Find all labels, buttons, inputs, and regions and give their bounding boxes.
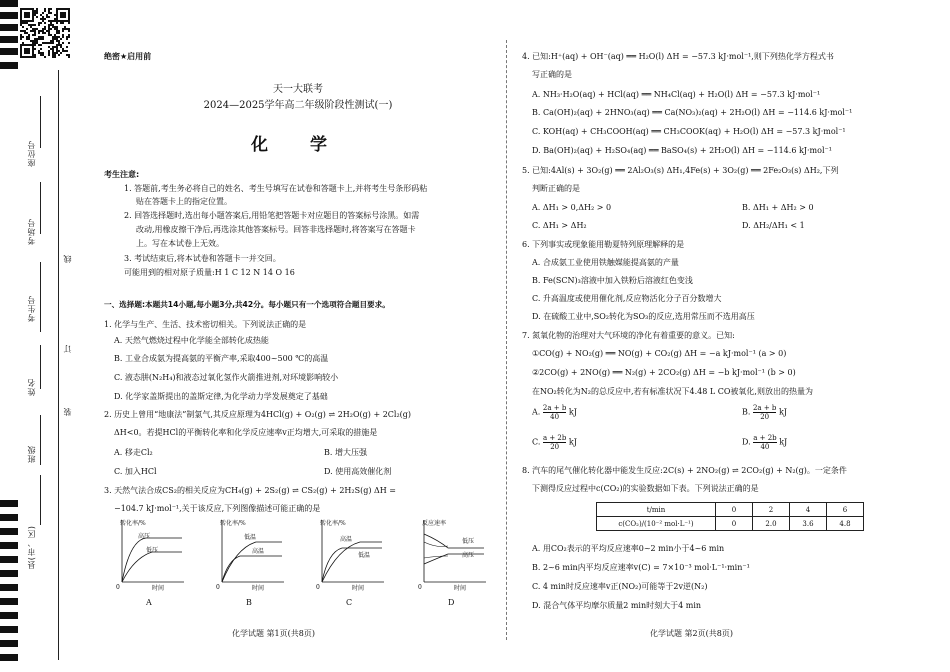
graph-c-label: C xyxy=(346,598,353,607)
q7-a-fraction xyxy=(543,404,566,421)
q7-b-den: 20 xyxy=(760,413,770,421)
graph-b-label: B xyxy=(246,598,252,607)
q5-option-a: A. ΔH₁ > 0,ΔH₂ > 0 xyxy=(532,203,612,212)
q7-a-den: 40 xyxy=(550,413,560,421)
edge-bar xyxy=(0,528,18,535)
q6-option-c: C. 升高温度或使用催化剂,反应物活化分子百分数增大 xyxy=(532,294,722,303)
edge-bar xyxy=(0,24,18,31)
q7-reaction-1: ①CO(g) + NO₂(g) ══ NO(g) + CO₂(g) ΔH = −a kJ·mol⁻¹ (a > 0) xyxy=(532,349,787,358)
cut-mark-line: 线 xyxy=(63,255,72,263)
edge-bar xyxy=(0,598,18,605)
graph-d-xlabel: 时间 xyxy=(454,585,467,592)
table-cell: t/min xyxy=(597,503,716,517)
table-cell: 0 xyxy=(716,503,753,517)
cut-mark-pack: 装 xyxy=(63,408,72,416)
q2-option-a: A. 移走Cl₂ xyxy=(114,448,153,457)
graph-d-ylabel: 反应速率 xyxy=(422,520,447,527)
q1-option-a: A. 天然气燃烧过程中化学能全部转化成热能 xyxy=(114,336,269,345)
q7-c-den: 20 xyxy=(550,443,560,451)
table-row xyxy=(597,503,864,517)
graph-a-origin: 0 xyxy=(116,584,120,591)
label-class: 班级 xyxy=(27,445,36,463)
q7-b-unit: kJ xyxy=(778,407,788,417)
edge-bar xyxy=(0,62,18,69)
q3-stem: 3. 天然气法合成CS₂的相关反应为CH₄(g) + 2S₂(g) ⇌ CS₂(g) + 2H₂S(g) ΔH = xyxy=(104,486,396,495)
edge-bar xyxy=(0,36,18,43)
room-blank xyxy=(40,182,41,234)
q2-stem-cont: ΔH<0。若提HCl的平衡转化率和化学反应速率v正均增大,可采取的措施是 xyxy=(114,428,378,437)
graph-a-curve1: 高压 xyxy=(138,533,151,540)
graph-c-xlabel: 时间 xyxy=(352,585,365,592)
q7-d-den: 40 xyxy=(760,443,770,451)
q7-b-num: 2a + b xyxy=(752,404,777,412)
name-blank xyxy=(40,345,41,389)
graph-c-curve2: 低温 xyxy=(358,552,371,559)
atomic-masses: 可能用到的相对原子质量:H 1 C 12 N 14 O 16 xyxy=(124,268,295,277)
q5-option-b: B. ΔH₁ + ΔH₂ > 0 xyxy=(742,203,814,212)
table-cell: 0 xyxy=(716,517,753,531)
page-footer-2: 化学试题 第2页(共8页) xyxy=(650,629,733,638)
q5-stem: 5. 已知:4Al(s) + 3O₂(g) ══ 2Al₂O₃(s) ΔH₁,4Fe(s) + 3O₂(g) ══ 2Fe₂O₃(s) ΔH₂,下列 xyxy=(522,166,839,175)
q2-option-c: C. 加入HCl xyxy=(114,467,157,476)
q4-option-b: B. Ca(OH)₂(aq) + 2HNO₃(aq) ══ Ca(NO₃)₂(aq) + 2H₂O(l) ΔH = −114.6 kJ·mol⁻¹ xyxy=(532,108,853,117)
graph-b-origin: 0 xyxy=(216,584,220,591)
edge-bar xyxy=(0,612,18,619)
graph-d-label: D xyxy=(448,598,455,607)
q1-option-d: D. 化学家盖斯提出的盖斯定律,为化学动力学发展奠定了基础 xyxy=(114,392,328,401)
page-1 xyxy=(102,0,494,672)
graph-a-ylabel: 转化率/% xyxy=(120,520,146,527)
graph-d-origin: 0 xyxy=(418,584,422,591)
binding-line xyxy=(58,70,59,660)
graph-b-curve1: 低温 xyxy=(244,534,257,541)
q7-option-c xyxy=(532,434,577,451)
page-2 xyxy=(520,0,928,672)
edge-bar xyxy=(0,570,18,577)
q5-option-d: D. ΔH₂/ΔH₁ < 1 xyxy=(742,221,805,230)
edge-bar xyxy=(0,654,18,661)
graph-d-curve1: 低压 xyxy=(462,538,475,545)
q1-option-b: B. 工业合成氨为提高氨的平衡产率,采取400~500 ℃的高温 xyxy=(114,354,329,363)
graph-c-curve1: 高温 xyxy=(340,536,353,543)
q7-a-num: 2a + b xyxy=(542,404,567,412)
q6-option-a: A. 合成氨工业使用铁触媒能提高氨的产量 xyxy=(532,258,679,267)
page-divider xyxy=(506,40,508,640)
q2-option-b: B. 增大压强 xyxy=(324,448,367,457)
table-cell: c(CO₂)/(10⁻² mol·L⁻¹) xyxy=(597,517,716,531)
label-county: 县(市、区) xyxy=(27,525,36,570)
q7-a-prefix: A. xyxy=(532,407,541,417)
q8-stem: 8. 汽车的尾气催化转化器中能发生反应:2C(s) + 2NO₂(g) ⇌ 2CO₂(g) + N₂(g)。一定条件 xyxy=(522,466,847,475)
edge-bar xyxy=(0,48,18,55)
label-name: 姓名 xyxy=(27,378,36,396)
graph-b-ylabel: 转化率/% xyxy=(220,520,246,527)
q3-stem-cont: −104.7 kJ·mol⁻¹,关于该反应,下列图像描述可能正确的是 xyxy=(114,504,321,513)
exam-org: 天一大联考 xyxy=(273,84,323,95)
edge-bar xyxy=(0,12,18,19)
q7-c-prefix: C. xyxy=(532,437,541,447)
page-footer-1: 化学试题 第1页(共8页) xyxy=(232,629,315,638)
notice-line: 1. 答题前,考生务必将自己的姓名、考生号填写在试卷和答题卡上,并将考生号条形码粘 xyxy=(124,184,428,193)
q7-c-num: a + 2b xyxy=(542,434,567,442)
edge-bar xyxy=(0,626,18,633)
confidential-mark: 绝密★启用前 xyxy=(104,52,152,61)
graph-b-curve2: 高温 xyxy=(252,548,265,555)
label-room: 考场号 xyxy=(27,218,36,245)
q7-d-prefix: D. xyxy=(742,437,751,447)
seat-blank xyxy=(40,96,41,148)
q5-option-c: C. ΔH₁ > ΔH₂ xyxy=(532,221,587,230)
q7-d-unit: kJ xyxy=(779,437,788,447)
q7-b-prefix: B. xyxy=(742,407,751,417)
graph-d-curve2: 高压 xyxy=(462,552,475,559)
q7-option-b xyxy=(742,404,787,421)
graph-c-origin: 0 xyxy=(316,584,320,591)
q7-c-fraction xyxy=(543,434,566,451)
q4-option-c: C. KOH(aq) + CH₃COOH(aq) ══ CH₃COOK(aq) + H₂O(l) ΔH = −57.3 kJ·mol⁻¹ xyxy=(532,127,846,136)
q7-d-num: a + 2b xyxy=(753,434,777,442)
q8-option-c: C. 4 min时反应速率v正(NO₂)可能等于2v逆(N₂) xyxy=(532,582,708,591)
candidate-blank xyxy=(40,262,41,332)
q1-option-c: C. 液态肼(N₂H₄)和液态过氧化氢作火箭推进剂,对环境影响较小 xyxy=(114,373,339,382)
q7-option-a xyxy=(532,404,577,421)
q8-option-d: D. 混合气体平均摩尔质量2 min时刻大于4 min xyxy=(532,601,702,610)
q7-stem: 7. 氮氧化物的治理对大气环境的净化有着重要的意义。已知: xyxy=(522,331,735,340)
label-candidate: 考生号 xyxy=(27,295,36,322)
q7-a-unit: kJ xyxy=(568,407,577,417)
notice-line: 3. 考试结束后,将本试卷和答题卡一并交回。 xyxy=(124,254,281,263)
graph-a-label: A xyxy=(146,598,152,607)
exam-title: 2024—2025学年高二年级阶段性测试(一) xyxy=(203,100,393,111)
q8-stem-cont: 下测得反应过程中c(CO₂)的实验数据如下表。下列说法正确的是 xyxy=(532,484,759,493)
notice-line: 贴在答题卡上的指定位置。 xyxy=(136,197,232,206)
edge-bar xyxy=(0,514,18,521)
table-cell: 2 xyxy=(753,503,790,517)
edge-bar xyxy=(0,640,18,647)
q7-b-fraction xyxy=(753,404,776,421)
table-cell: 3.6 xyxy=(790,517,827,531)
q5-stem-cont: 判断正确的是 xyxy=(532,184,580,193)
q7-d-fraction xyxy=(753,434,776,451)
q4-option-a: A. NH₃·H₂O(aq) + HCl(aq) ══ NH₄Cl(aq) + H₂O(l) ΔH = −57.3 kJ·mol⁻¹ xyxy=(532,90,821,99)
table-row xyxy=(597,517,864,531)
class-blank xyxy=(40,415,41,465)
table-cell: 4 xyxy=(790,503,827,517)
subject-title: 化 学 xyxy=(251,135,345,155)
table-cell: 4.8 xyxy=(827,517,864,531)
q4-stem-cont: 写正确的是 xyxy=(532,70,572,79)
q7-reaction-2: ②2CO(g) + 2NO(g) ══ N₂(g) + 2CO₂(g) ΔH = −b kJ·mol⁻¹ (b > 0) xyxy=(532,368,796,377)
graph-a-curve2: 低压 xyxy=(146,547,159,554)
q7-c-unit: kJ xyxy=(568,437,577,447)
q2-option-d: D. 使用高效催化剂 xyxy=(324,467,392,476)
q8-option-b: B. 2~6 min内平均反应速率v(C) = 7×10⁻³ mol·L⁻¹·min⁻¹ xyxy=(532,563,750,572)
notice-line: 上。写在本试卷上无效。 xyxy=(136,239,224,248)
notice-title: 考生注意: xyxy=(104,170,140,179)
graph-a-xlabel: 时间 xyxy=(152,585,165,592)
section-heading: 一、选择题:本题共14小题,每小题3分,共42分。每小题只有一个选项符合题目要求。 xyxy=(104,300,390,309)
barcode-bars xyxy=(0,0,18,672)
q4-option-d: D. Ba(OH)₂(aq) + H₂SO₄(aq) ══ BaSO₄(s) + 2H₂O(l) ΔH = −114.6 kJ·mol⁻¹ xyxy=(532,146,832,155)
label-seat: 座位号 xyxy=(27,140,36,167)
q6-stem: 6. 下列事实或现象能用勒夏特列原理解释的是 xyxy=(522,240,685,249)
q7-option-d xyxy=(742,434,787,451)
edge-bar xyxy=(0,500,18,507)
notice-line: 2. 回答选择题时,选出每小题答案后,用铅笔把答题卡对应题目的答案标号涂黑。如需 xyxy=(124,211,420,220)
q1-stem: 1. 化学与生产、生活、技术密切相关。下列说法正确的是 xyxy=(104,320,307,329)
q6-option-d: D. 在硫酸工业中,SO₂转化为SO₃的反应,选用常压而不选用高压 xyxy=(532,312,755,321)
q6-option-b: B. Fe(SCN)₃溶液中加入铁粉后溶液红色变浅 xyxy=(532,276,693,285)
qr-code-icon xyxy=(20,8,70,58)
notice-line: 改动,用橡皮擦干净后,再选涂其他答案标号。回答非选择题时,将答案写在答题卡 xyxy=(136,225,416,234)
binding-strip xyxy=(0,0,100,672)
q8-option-a: A. 用CO₂表示的平均反应速率0~2 min小于4~6 min xyxy=(532,544,725,553)
table-cell: 6 xyxy=(827,503,864,517)
edge-bar xyxy=(0,0,18,7)
edge-bar xyxy=(0,584,18,591)
q4-stem: 4. 已知:H⁺(aq) + OH⁻(aq) ══ H₂O(l) ΔH = −57.3 kJ·mol⁻¹,则下列热化学方程式书 xyxy=(522,52,834,61)
edge-bar xyxy=(0,542,18,549)
q7-stem-cont: 在NO₂转化为N₂的总反应中,若有标准状况下4.48 L CO被氧化,则放出的热量为 xyxy=(532,387,813,396)
cut-mark-bind: 订 xyxy=(63,345,72,353)
table-cell: 2.0 xyxy=(753,517,790,531)
edge-bar xyxy=(0,556,18,563)
county-blank xyxy=(40,475,41,525)
q2-stem: 2. 历史上曾用“地康法”制氯气,其反应原理为4HCl(g) + O₂(g) ⇌ 2H₂O(g) + 2Cl₂(g) xyxy=(104,410,412,419)
graph-c-ylabel: 转化率/% xyxy=(320,520,346,527)
q8-data-table xyxy=(596,502,864,531)
graph-b-xlabel: 时间 xyxy=(252,585,265,592)
